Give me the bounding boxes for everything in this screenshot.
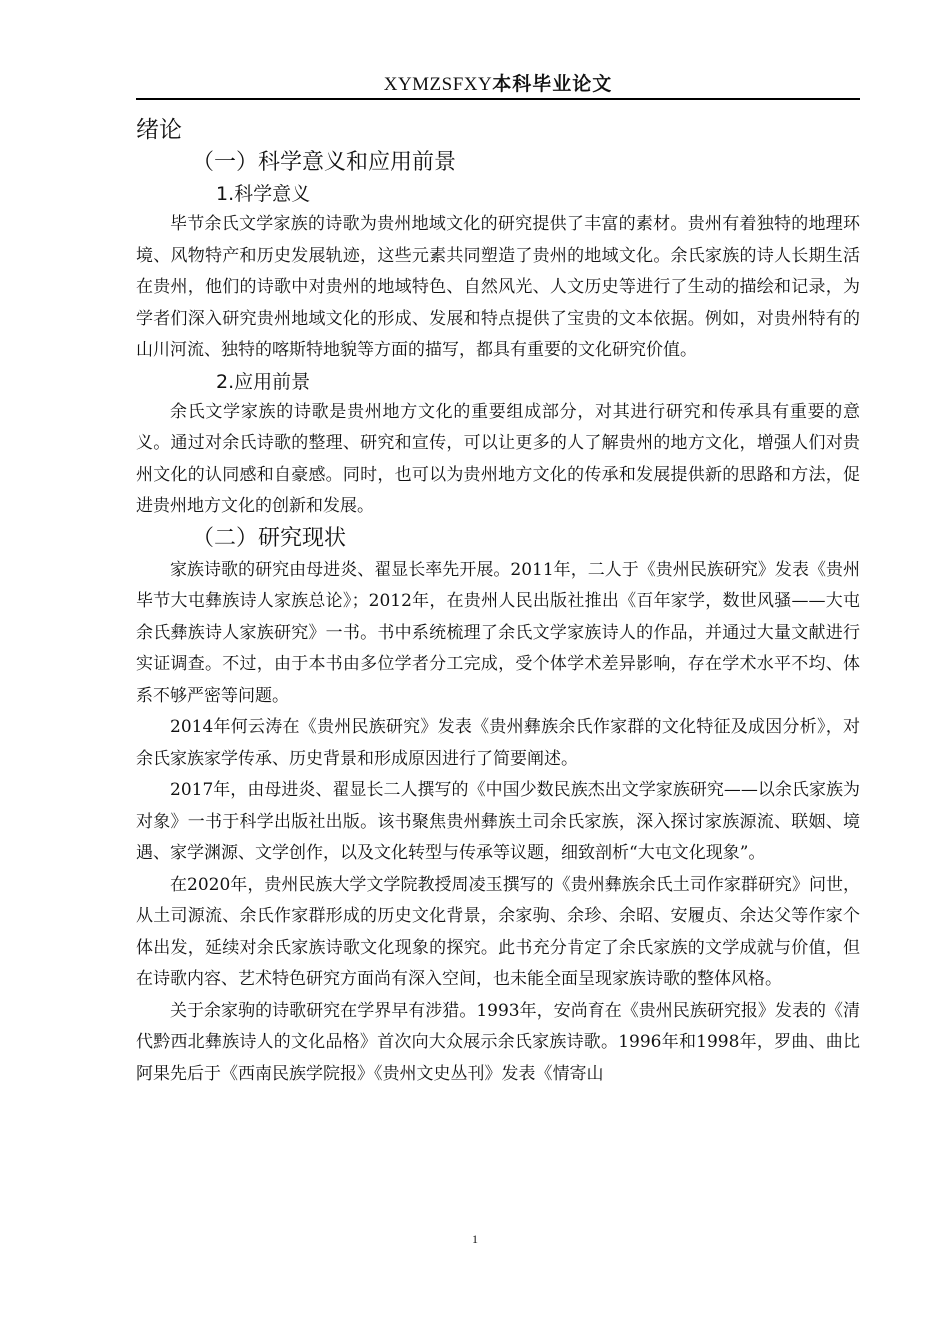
research-paragraph-2: 2014年何云涛在《贵州民族研究》发表《贵州彝族余氏作家群的文化特征及成因分析》，对余氏家族家学传承、历史背景和形成原因进行了简要阐述。 [136,717,860,769]
subsection-1-heading: 1.科学意义 [216,183,311,205]
section-1-heading: （一）科学意义和应用前景 [192,150,457,175]
research-paragraph-5: 关于余家驹的诗歌研究在学界早有涉猎。1993年，安尚育在《贵州民族研究报》发表的《清代黔西北彝族诗人的文化品格》首次向大众展示余氏家族诗歌。1996年和1998年，罗曲、曲比阿果先后于《西南民族学院报》《贵州文史丛刊》发表《情寄山 [136,1000,860,1084]
subsection-2-heading: 2.应用前景 [216,370,311,393]
subsection-1-paragraph: 毕节余氏文学家族的诗歌为贵州地域文化的研究提供了丰富的素材。贵州有着独特的地理环境、风物特产和历史发展轨迹，这些元素共同塑造了贵州的地域文化。余氏家族的诗人长期生活在贵州，他们的诗歌中对贵州的地域特色、自然风光、人文历史等进行了生动的描绘和记录，为学者们深入研究贵州地域文化的形成、发展和特点提供了宝贵的文本依据。例如，对贵州特有的山川河流、独特的喀斯特地貌等方面的描写，都具有重要的文化研究价值。 [136,214,860,360]
document-body [136,113,860,1090]
subsection-2-paragraph: 余氏文学家族的诗歌是贵州地方文化的重要组成部分，对其进行研究和传承具有重要的意义。通过对余氏诗歌的整理、研究和宣传，可以让更多的人了解贵州的地方文化，增强人们对贵州文化的认同感和自豪感。同时，也可以为贵州地方文化的传承和发展提供新的思路和方法，促进贵州地方文化的创新和发展。 [136,401,860,516]
header-code: XYMZSFXY [383,74,493,95]
research-paragraph-3: 2017年，由母进炎、翟显长二人撰写的《中国少数民族杰出文学家族研究——以余氏家族为对象》一书于科学出版社出版。该书聚焦贵州彝族土司余氏家族，深入探讨家族源流、联姻、境遇、家学渊源、文学创作，以及文化转型与传承等议题，细致剖析“大屯文化现象”。 [136,780,860,863]
header-title: 本科毕业论文 [492,73,613,95]
page-number: 1 [472,1232,478,1246]
intro-heading: 绪论 [136,117,182,143]
section-2-heading: （二）研究现状 [192,525,347,551]
research-paragraph-4: 在2020年，贵州民族大学文学院教授周凌玉撰写的《贵州彝族余氏土司作家群研究》问世，从土司源流、余氏作家群形成的历史文化背景，余家驹、余珍、余昭、安履贞、余达父等作家个体出发，延续对余氏家族诗歌文化现象的探究。此书充分肯定了余氏家族的文学成就与价值，但在诗歌内容、艺术特色研究方面尚有深入空间，也未能全面呈现家族诗歌的整体风格。 [136,874,860,989]
page-header [136,72,860,100]
research-paragraph-1: 家族诗歌的研究由母进炎、翟显长率先开展。2011年，二人于《贵州民族研究》发表《贵州毕节大屯彝族诗人家族总论》；2012年，在贵州人民出版社推出《百年家学，数世风骚——大屯余氏彝族诗人家族研究》一书。书中系统梳理了余氏文学家族诗人的作品，并通过大量文献进行实证调查。不过，由于本书由多位学者分工完成，受个体学术差异影响，存在学术水平不均、体系不够严密等问题。 [136,559,860,706]
